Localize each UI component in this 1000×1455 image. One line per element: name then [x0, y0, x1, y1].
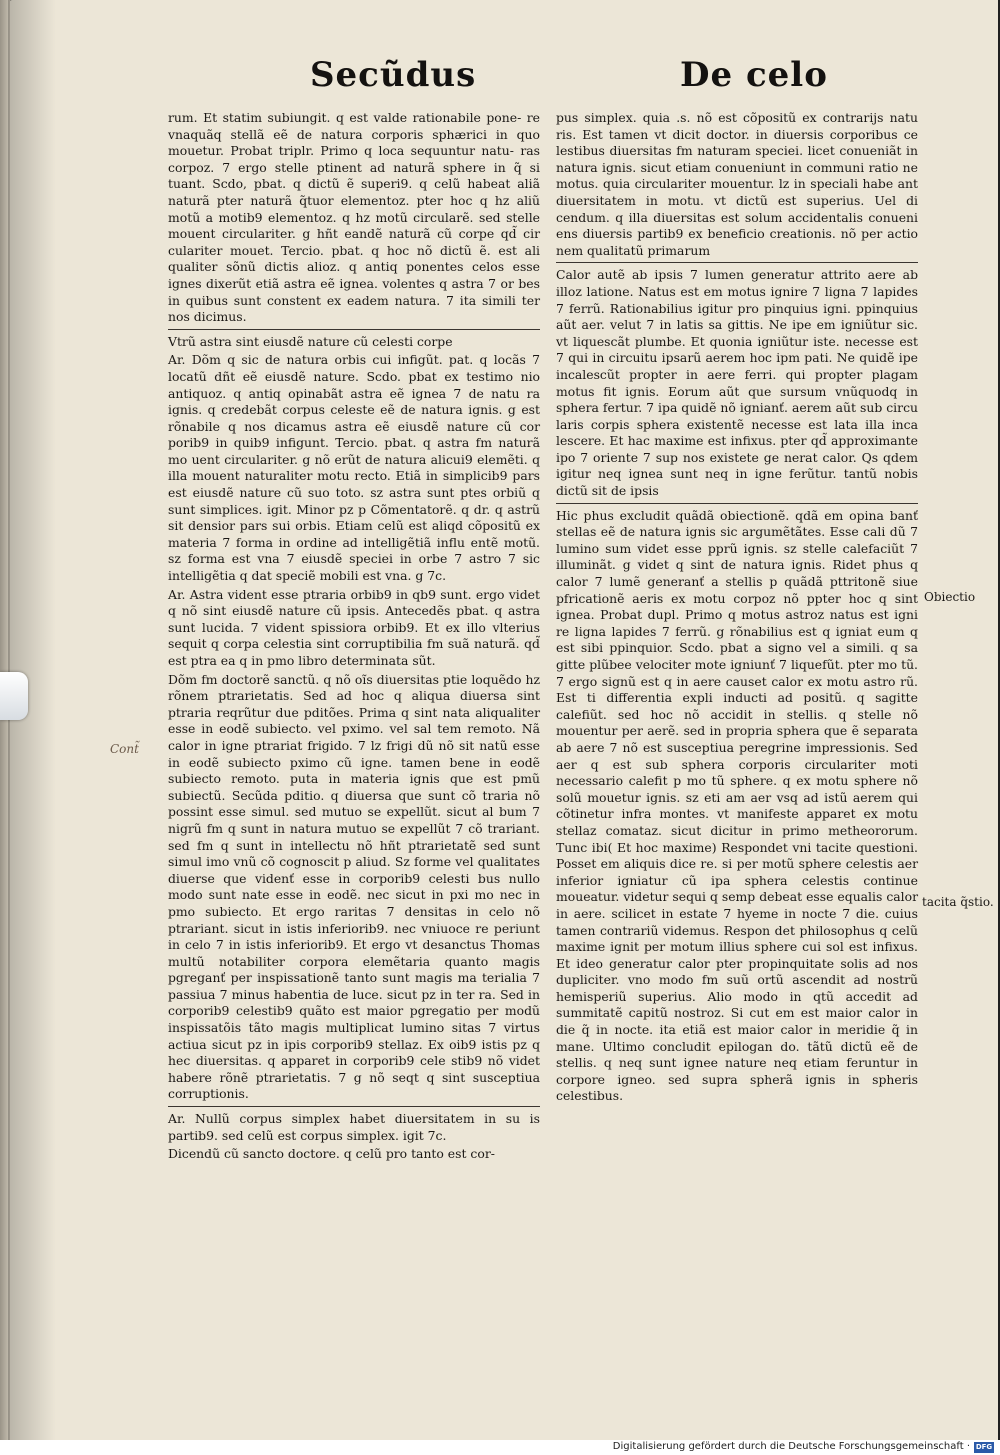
- paragraph: Dicendũ cũ sancto doctore. q celũ pro tanto est cor-: [168, 1146, 495, 1162]
- running-head-right: De celo: [680, 55, 828, 95]
- text-paragraph: Calor autẽ ab ipsis 7 lumen generatur attrito aere ab illoz latione. Natus est em motus ignire 7 ligna 7 lapides 7 ferrũ. Rationabilius igitur pro pinquius igni. ppinquius aũt aer. velut 7 in latis sa gittis. Ne ipe em igniũtur sic. vt liquescãt plumbe. Et quonia igniũtur iste. necesse est 7 qui in circuitu ipsarũ aerem hoc ipm pati. Ne quidẽ ipe incalescũt propter in aere ferri. qui propter plagam motus fit ignis. Eorum aũt que sursum vnũquodq in sphera fertur. 7 ipa quidẽ nõ ignianť. aerem aũt sub circu laris corpis sphera existentẽ necesse est lata illa inca lescere. Et hac maxime est infixus. pter qd̃ approximante ipo 7 oriente 7 sup nos existete ge nerat calor. Qs qdem igitur neq ignea sunt neq in igne ferũtur. tantũ nobis dictũ sit de ipsis: [556, 267, 918, 499]
- dfg-logo-icon: DFG: [975, 1443, 993, 1451]
- commentary-paragraph: Hic phus excludit quãdã obiectionẽ. qdã em opina banť stellas eẽ de natura ignis sic argumẽtãtes. Esse cali dũ 7 lumino sum videt esse pprũ ignis. sz stelle calefaciũt 7 illuminãt. g videt q sint de natura ignis. Ridet phus q calor 7 lumẽ generanť a stellis p quãdã pttritonẽ siue pfricationẽ aeris ex motu corpoz nõ ppter hoc q sint ignea. Probat dupl. Primo q motus astroz natus est igni re ligna lapides 7 ferrũ. g rõnabilius est q igniat eum q est sibi ppinquior. Scdo. pbat a signo vel a simili. q sa gitte plũbee velociter mote igniunť 7 liquefũt. pter mo tũ. 7 ergo signũ est q in aere causet calor ex motu astro rũ. Est ti differentia expli inducti ad positũ. q sagitte calefiũt. sed hoc nõ accidit in stellis. q stelle nõ mouentur per aerẽ. sed in propria sphera que ẽ separata ab aere 7 nõ est susceptiua peregrine impressionis. Sed aer q est sub sphera corporis circulariter moti necessario calefit p mo tũ sphere. q ex motu sphere nõ solũ mouetur ignis. sz eti am aer vsq ad istũ aerem qui cõtinetur infra montes. vt manifeste apparet ex motu stellaz comataz. sicut dicitur in primo metheororum. Tunc ibi( Et hoc maxime) Respondet vni tacite questioni. Posset em aliquis dice re. si per motũ sphere celestis aer inferior igniatur cũ ipa sphera celestis continue moueatur. videtur sequi q semp debeat esse equalis calor in aere. scilicet in estate 7 hyeme in nocte 7 die. cuius tamen contrariũ videmus. Respon det philosophus q celũ maxime ignit per motum illius sphere cui sol est infixus. Et ideo generatur calor pter propinquitate solis ad nos dupliciter. vno modo fm suũ ortũ ascendit ad nostrũ hemisperiũ superius. Alio modo in qtũ accedit ad summitatẽ capitũ nostroz. Si cut em est maior calor in die q̃ in nocte. ita etiã est maior calor in meridie q̃ in mane. Ultimo concludit epilogan do. tãtũ dictũ eẽ de stellis. q neq sunt ignee nature neq etiam feruntur in corpore igneo. sed supra spherã ignis in spheris celestibus.: [556, 507, 918, 1104]
- response-paragraph: Dõm fm doctorẽ sanctũ. q nõ oĩs diuersitas ptie loquẽdo hz rõnem ptrarietatis. Sed ad hoc q aliqua diuersa sint ptraria reqrũtur due pditões. Prima q sint nata aliqualiter esse in eodẽ subiecto. vel pximo. vel sal tem remoto. Nã calor in igne ptrariat frigido. 7 lz frigi dũ nõ sit natũ esse in eodẽ subiecto pximo cũ igne. tamen bene in eodẽ subiecto remoto. puta in materia ignis que est pmũ subiectũ. Secũda pditio. q diuersa que sunt cõ traria nõ possint esse simul. sed mutuo se expellũt. sicut al bum 7 nigrũ fm q sunt in natura mutuo se expellũt 7 cõ trariant. sed fm q sunt in intellectu nõ hñt ptrarietatẽ sed sunt simul imo vnũ cõ cognoscit p aliud. Sz forme vel qualitates diuerse que videnť esse in corporib9 celesti bus nullo modo sunt nate esse in eodẽ. nec sicut in pxi mo nec in pmo subiecto. Et ergo raritas 7 densitas in celo nõ ptrariant. sicut in istis inferiorib9. nec vniuoce re periunt in celo 7 in istis inferiorib9. Et ergo vt desanctus Thomas multũ notabiliter corpora elemẽtaria quanto magis pgreganť per inspissationẽ tanto sunt magis ma terialia 7 passiua 7 minus habentia de luce. sicut pz in ter ra. Sed in corporib9 celestib9 quãto est maior pgregatio per modũ inspissatõis tãto magis multiplicat lumino sitas 7 virtus actiua sicut pz in ipis corporib9 stellaz. Ex oib9 istis pz q hec diuersitas. q apparet in corporib9 cele stib9 nõ videt habere rõnẽ ptrarietatis. 7 g nõ seqt q sint susceptiua corruptionis.: [168, 671, 540, 1102]
- section-divider: [556, 503, 918, 504]
- section-divider: [168, 329, 540, 330]
- argument-paragraph: Ar. Nullũ corpus simplex habet diuersitatem in su is partib9. sed celũ est corpus simplex. igit 7c.: [168, 1111, 540, 1143]
- right-column: [556, 110, 918, 1107]
- marginal-note: Cont̃: [110, 742, 139, 756]
- marginal-note: Obiectio: [924, 590, 976, 604]
- footer-credit: Digitalisierung gefördert durch die Deutsche Forschungsgemeinschaft ·: [612, 1441, 970, 1452]
- section-divider: [556, 262, 918, 263]
- question-heading: Vtrũ astra sint eiusdẽ nature cũ celesti corpe: [168, 333, 453, 349]
- section-divider: [168, 1106, 540, 1107]
- argument-paragraph: Ar. Dõm q sic de natura orbis cui infigũt. pat. q locãs 7 locatũ dñt eẽ eiusdẽ nature. Scdo. pbat ex testimo nio antiquoz. q antiq opinabãt astra eẽ ignea 7 de natu ra ignis. q credebãt corpus celeste eẽ de natura ignis. g est rõnabile q nos dicamus astra eẽ eiusdẽ nature cũ cor porib9 in quib9 infigunt. Tercio. pbat. q astra fm naturã mo uent circulariter. g nõ erũt de natura alicui9 elemẽti. q illa mouent naturaliter motu recto. Etiã in simplicib9 pars est eiusdẽ nature cũ suo toto. sz astra sunt ptes orbiũ q sunt simplices. igit. Minor pz p Cõmentatorẽ. q dr. q astrũ sit densior pars sui orbis. Etiam celũ est aliqd cõpositũ ex materia 7 forma in ordine ad intelligẽtiã influ entẽ motũ. sz forma est vna 7 eiusdẽ speciei in orbe 7 astro 7 sic intelligẽtia q dat speciẽ mobili est vna. g 7c.: [168, 352, 540, 584]
- running-head-left: Secũdus: [310, 55, 477, 95]
- footer-bar: [0, 1440, 1000, 1455]
- paragraph: rum. Et statim subiungit. q est valde rationabile pone- re vnaquãq stellã eẽ de natura corporis sphærici in quo mouetur. Probat triplr. Primo q loca sequuntur natu- ras corpoz. 7 ergo stelle ptinent ad naturã sphere in q̃ si tuant. Scdo, pbat. q dictũ ẽ superi9. q celũ habeat aliã naturã pter naturã q̃tuor elementoz. pter hoc q hz aliũ motũ a motib9 elementoz. q hz motũ circularẽ. sed stelle mouent circulariter. g hñt eandẽ naturã cũ corpe qd̃ cir culariter mouet. Tercio. pbat. q hoc nõ dictũ ẽ. est ali qualiter sõnũ dictis alioz. q antiq ponentes celos esse ignes dixerũt etiã astra eẽ ignea. volentes q astra 7 or bes in quibus sunt constent ex eadem natura. 7 ita simili ter nos dicimus.: [168, 110, 540, 325]
- paragraph: pus simplex. quia .s. nõ est cõpositũ ex contrarijs natu ris. Est tamen vt dicit doctor. in diuersis corporibus ce lestibus diuersitas fm naturam speciei. licet conueniãt in natura ignis. sicut etiam conueniunt in communi ratio ne motus. quia circulariter mouentur. lz in speciali habe ant diuersitatem in motu. vt dictũ est superius. Uel di cendum. q illa diuersitas est solum accidentalis conueni ens diuersis partib9 ex beneficio creationis. nõ per actio nem qualitatũ primarum: [556, 110, 918, 258]
- page-clip: [0, 672, 28, 720]
- marginal-note: tacita q̃stio.: [922, 895, 994, 909]
- gutter-shadow: [8, 0, 56, 1440]
- left-column: [168, 110, 540, 1165]
- argument-paragraph: Ar. Astra vident esse ptraria orbib9 in qb9 sunt. ergo videt q nõ sint eiusdẽ nature cũ ipsis. Antecedẽs pbat. q astra sunt lucida. 7 vident spissiora orbib9. Et ex illo vlterius sequit q corpa celestia sint corruptibilia fm suã naturã. qd̃ est ptra ea q in pmo libro determinata sũt.: [168, 586, 540, 668]
